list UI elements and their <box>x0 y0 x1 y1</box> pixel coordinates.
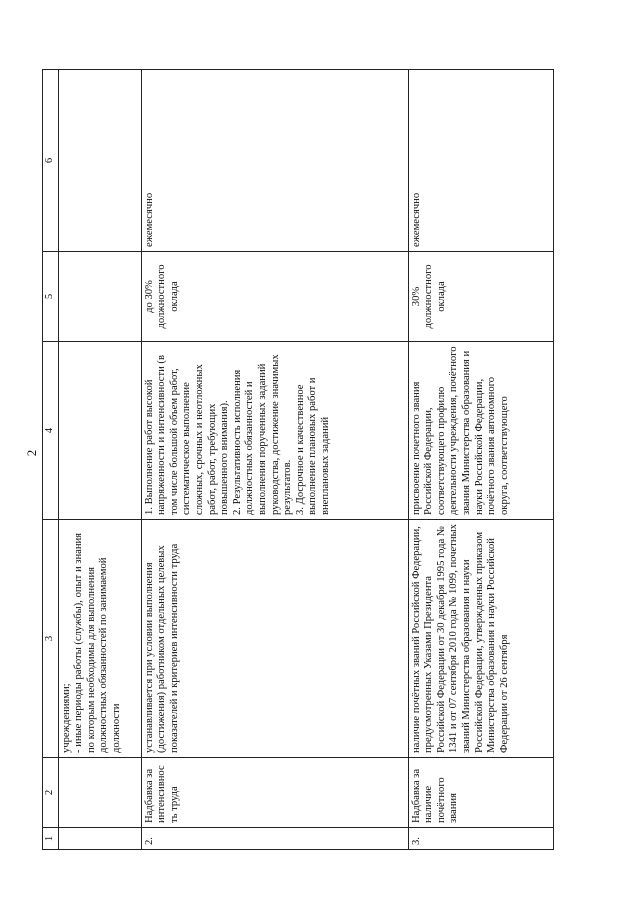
allowance-name <box>58 758 141 828</box>
row-number: 2. <box>141 828 408 850</box>
header-cell: 4 <box>43 342 59 520</box>
table-row <box>58 70 141 850</box>
page-number: 2 <box>24 449 39 457</box>
allowance-conditions: устанавливается при условии выполнения (достижения) работником отдельных целевых показателей и критериев интенсивности труда <box>141 520 408 758</box>
row-number: 3. <box>408 828 553 850</box>
allowance-name: Надбавка за наличие почётного звания <box>408 758 553 828</box>
table-header-row <box>43 70 59 850</box>
table-row <box>408 70 553 850</box>
allowance-indicators: присвоение почетного звания Российской Федерации, соответствующего профилю деятельности учреждения, почётного звания Министерства образования и науки Российской Федерации, почётного звания автономного округа, соответствующего <box>408 342 553 520</box>
header-cell: 1 <box>43 828 59 850</box>
header-cell: 2 <box>43 758 59 828</box>
table-row <box>141 70 408 850</box>
allowance-conditions: наличие почётных званий Российской Федерации, предусмотренных Указами Президента Российской Федерации от 30 декабря 1995 года № 1341 и от 07 сентября 2010 года № 1099, почетных званий Министерства образования и науки Российской Федерации, утвержденных приказом Министерства образования и науки Российской Федерации от 26 сентября <box>408 520 553 758</box>
allowance-amount: 30% должностного оклада <box>408 252 553 342</box>
allowance-amount: до 30% должностного оклада <box>141 252 408 342</box>
allowance-indicators <box>58 342 141 520</box>
header-cell: 5 <box>43 252 59 342</box>
header-cell: 3 <box>43 520 59 758</box>
header-cell: 6 <box>43 70 59 252</box>
allowance-periodicity: ежемесячно <box>408 70 553 252</box>
allowance-periodicity: ежемесячно <box>141 70 408 252</box>
row-number <box>58 828 141 850</box>
allowance-amount <box>58 252 141 342</box>
allowance-indicators: 1. Выполнение работ высокой напряженности и интенсивности (в том числе большой объем работ, систематическое выполнение сложных, срочных и неотложных работ, работ, требующих повышенного внимания). 2. Результативность исполнения должностных обязанностей и выполнения порученных заданий руководства, достижение значимых результатов. 3. Досрочное и качественное выполнение плановых работ и внеплановых заданий <box>141 342 408 520</box>
allowance-periodicity <box>58 70 141 252</box>
allowance-name: Надбавка за интенсивность труда <box>141 758 408 828</box>
allowance-conditions: учреждениями; - иные периоды работы (службы), опыт и знания по которым необходимы для выполнения должностных обязанностей по занимаемой должности <box>58 520 141 758</box>
allowances-table <box>42 69 554 850</box>
